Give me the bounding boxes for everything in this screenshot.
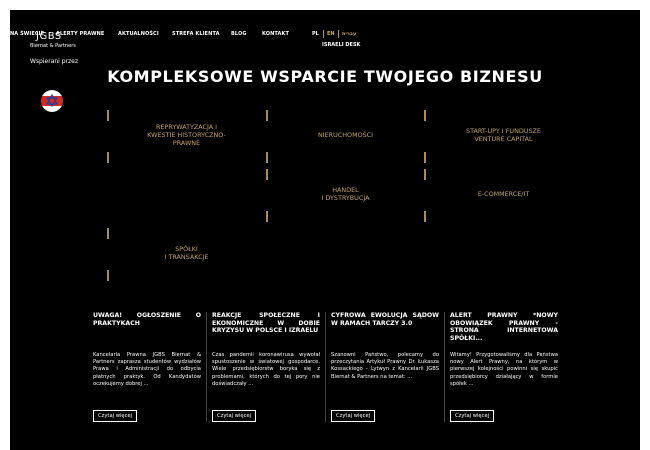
practice-area-label[interactable] — [424, 190, 583, 198]
lang-en[interactable]: EN — [327, 31, 335, 37]
partner-flag-icon[interactable] — [41, 90, 63, 112]
practice-area-label-line: NIERUCHOMOŚCI — [317, 131, 374, 139]
lang-separator — [338, 30, 339, 38]
practice-area-label-line: HANDEL — [332, 186, 359, 194]
news-divider — [444, 312, 445, 422]
hero-title: KOMPLEKSOWE WSPARCIE TWOJEGO BIZNESU — [107, 67, 543, 86]
read-more-button[interactable]: Czytaj więcej — [93, 410, 137, 422]
practice-area-label[interactable] — [266, 131, 425, 139]
practice-area-label-line: START-UPY I FUNDUSZE — [466, 127, 541, 135]
area-divider — [424, 169, 426, 180]
practice-area-label-line: REPRYWATYZACJA I — [155, 123, 218, 131]
news-title[interactable]: UWAGA! OGŁOSZENIE O PRAKTYKACH — [93, 312, 201, 327]
area-divider — [107, 228, 109, 239]
news-title[interactable]: ALERT PRAWNY *NOWY OBOWIĄZEK PRAWNY - STRONA INTERNETOWA SPÓŁKI... — [450, 312, 558, 342]
area-divider — [266, 169, 268, 180]
practice-area-label-line: E-COMMERCE/IT — [477, 190, 530, 198]
read-more-button[interactable]: Czytaj więcej — [331, 410, 375, 422]
area-divider — [424, 152, 426, 163]
page-frame — [10, 10, 640, 450]
read-more-button[interactable]: Czytaj więcej — [212, 410, 256, 422]
nav-kontakt[interactable]: KONTAKT — [262, 31, 289, 37]
practice-area-label-line: I TRANSAKCJE — [164, 253, 209, 261]
practice-area-label-line: PRAWNE — [172, 139, 201, 147]
area-divider — [424, 211, 426, 222]
news-divider — [325, 312, 326, 422]
read-more-button[interactable]: Czytaj więcej — [450, 410, 494, 422]
practice-area-tile[interactable] — [107, 228, 266, 284]
news-card[interactable] — [450, 312, 558, 419]
news-card[interactable] — [212, 312, 320, 419]
nav-israeli-desk[interactable]: ISRAELI DESK — [322, 42, 361, 48]
lang-pl[interactable]: PL — [312, 31, 319, 37]
practice-area-label-line: KWESTIE HISTORYCZNO- — [147, 131, 226, 139]
practice-area-tile[interactable] — [424, 110, 583, 166]
practice-area-tile[interactable] — [266, 110, 425, 166]
area-divider — [266, 152, 268, 163]
practice-area-label[interactable] — [424, 127, 583, 143]
practice-area-label[interactable] — [266, 186, 425, 202]
lang-hebrew[interactable]: עברית — [342, 31, 357, 37]
news-excerpt: Szanowni Państwo, polecamy do przeczytania Artykuł Prawny Dr. Łukasza Kossackiego - Lytwyn z Kancelarii JGBS Biernat & Partners na temat: ... — [331, 352, 439, 380]
practice-area-tile[interactable] — [266, 169, 425, 225]
area-divider — [266, 211, 268, 222]
news-divider — [206, 312, 207, 422]
lang-separator — [323, 30, 324, 38]
nav-na-swiecie[interactable]: NA ŚWIECIE — [10, 31, 45, 37]
news-title[interactable]: REAKCJE SPOŁECZNE I EKONOMICZNE W DOBIE KRYZYSU W POLSCE I IZRAELU — [212, 312, 320, 334]
practice-area-tile[interactable] — [424, 169, 583, 225]
practice-area-label[interactable] — [107, 123, 266, 147]
nav-blog[interactable]: BLOG — [231, 31, 247, 37]
area-divider — [107, 110, 109, 121]
practice-area-label[interactable] — [107, 245, 266, 261]
nav-strefa-klienta[interactable]: STREFA KLIENTA — [172, 31, 220, 37]
logo[interactable]: JGBS — [36, 31, 62, 42]
practice-area-tile[interactable] — [107, 110, 266, 166]
area-divider — [266, 110, 268, 121]
practice-area-label-line: I DYSTRYBUCJA — [321, 194, 370, 202]
news-excerpt: Witamy! Przygotowaliśmy dla Państwa nowy Alert Prawny, na którym w pierwszej kolejności powinni się skupić przedsiębiorcy działający w formie spółek ... — [450, 352, 558, 387]
news-card[interactable] — [331, 312, 439, 419]
practice-area-label-line: VENTURE CAPITAL — [474, 135, 533, 143]
news-card[interactable] — [93, 312, 201, 419]
area-divider — [107, 270, 109, 281]
area-divider — [424, 110, 426, 121]
area-divider — [107, 152, 109, 163]
nav-alerty-prawne[interactable]: ALERTY PRAWNE — [56, 31, 105, 37]
news-title[interactable]: CYFROWA EWOLUCJA SĄDÓW W RAMACH TARCZY 3.0 — [331, 312, 439, 327]
news-excerpt: Czas pandemii koronawirusa wywołał spustoszenie w światowej gospodarce. Wiele przedsiębiorstw boryka się z problemami, których do tej pory nie doświadczały ... — [212, 352, 320, 387]
logo-subtitle: Biernat & Partners — [30, 43, 76, 49]
nav-aktualnosci[interactable]: AKTUALNOŚCI — [118, 31, 159, 37]
news-excerpt: Kancelaria Prawna JGBS Biernat & Partners zaprasza studentów wydziałów Prawa i Administracji do odbycia płatnych praktyk. Od Kandydatów oczekujemy dobrej ... — [93, 352, 201, 387]
supported-by-label: Wspierani przez — [30, 58, 79, 65]
practice-area-label-line: SPÓŁKI — [175, 245, 198, 253]
